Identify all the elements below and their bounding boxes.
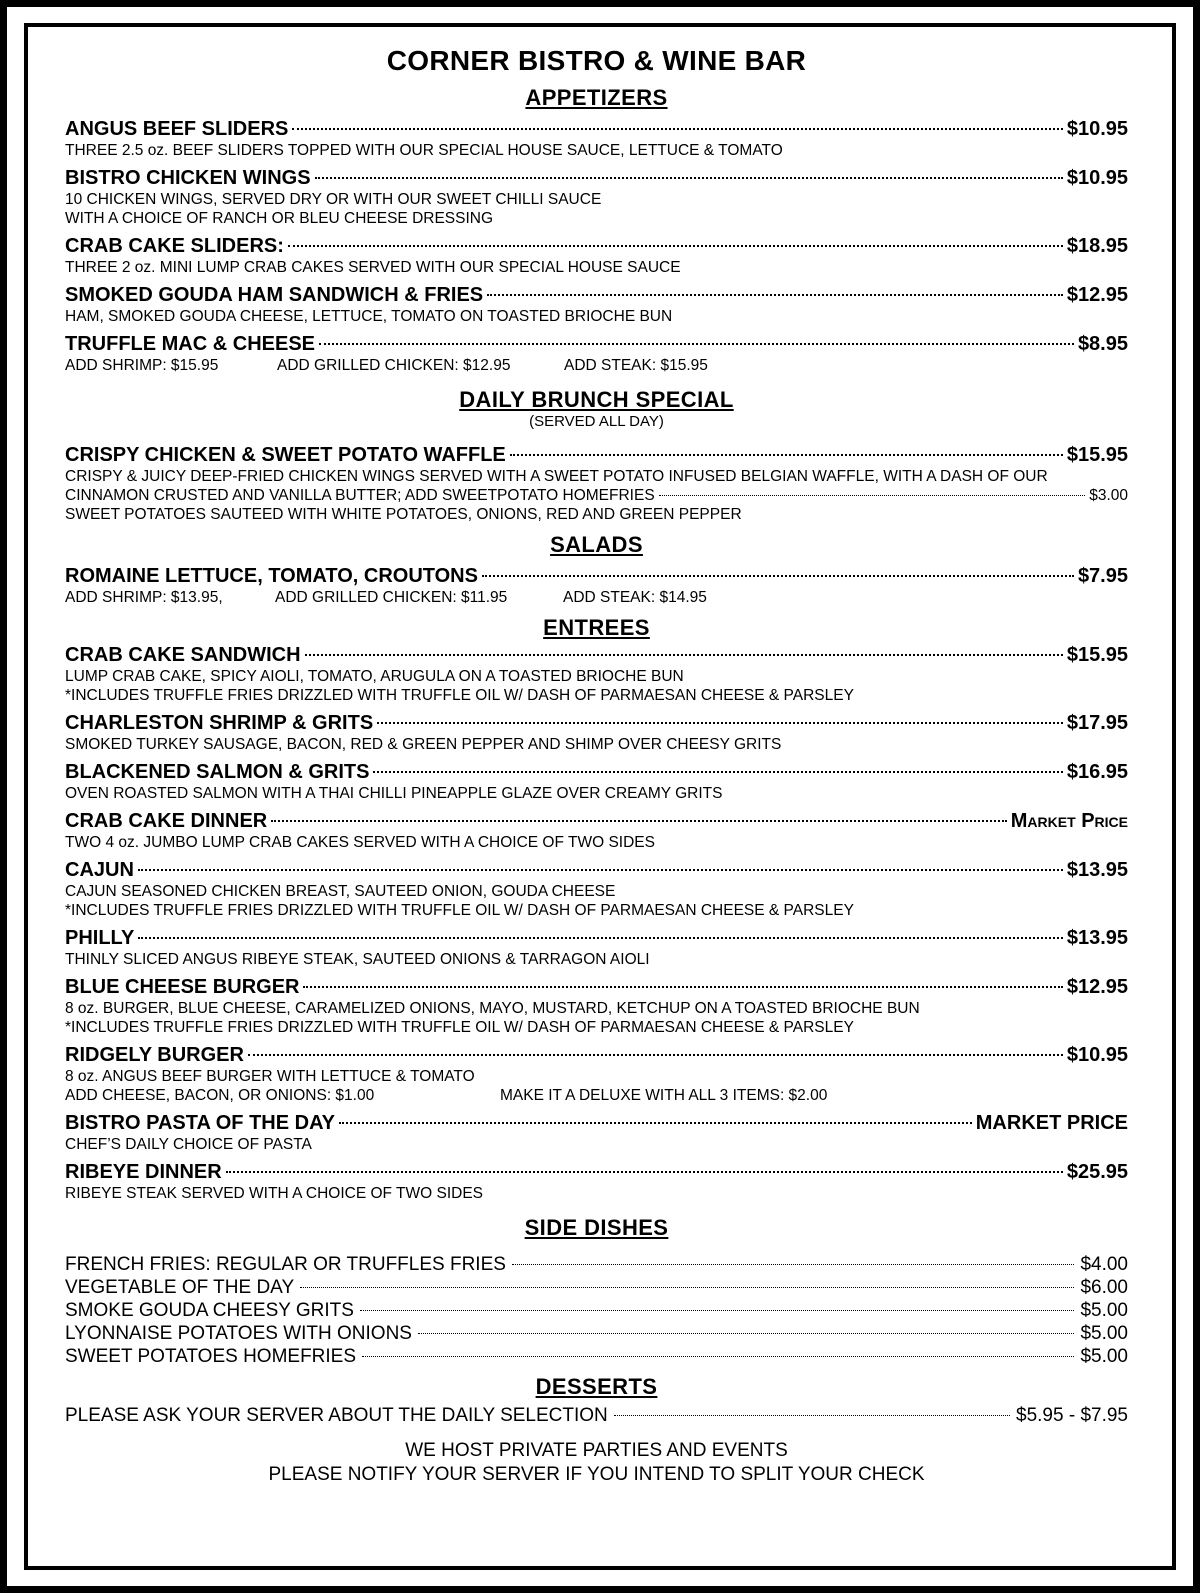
item-name: ANGUS BEEF SLIDERS xyxy=(65,118,289,140)
item-price: $3.00 xyxy=(1089,487,1128,504)
leader-dots xyxy=(226,1171,1063,1173)
leader-dots xyxy=(487,294,1063,296)
menu-item xyxy=(65,809,1128,852)
salads-heading: SALADS xyxy=(550,532,643,557)
addon: ADD STEAK: $14.95 xyxy=(563,589,707,606)
item-name: RIDGELY BURGER xyxy=(65,1044,244,1066)
item-price: $15.95 xyxy=(1066,644,1128,666)
footer-line: PLEASE NOTIFY YOUR SERVER IF YOU INTEND TO SPLIT YOUR CHECK xyxy=(268,1464,925,1485)
menu-content xyxy=(65,43,1128,1487)
item-description: 10 CHICKEN WINGS, SERVED DRY OR WITH OUR SWEET CHILLI SAUCE xyxy=(65,191,602,208)
item-name: SMOKED GOUDA HAM SANDWICH & FRIES xyxy=(65,284,484,306)
leader-dots xyxy=(614,1415,1010,1416)
item-description: 8 oz. ANGUS BEEF BURGER WITH LETTUCE & TOMATO xyxy=(65,1068,475,1085)
leader-dots xyxy=(292,128,1062,130)
addon: ADD GRILLED CHICKEN: $11.95 xyxy=(275,589,508,606)
leader-dots xyxy=(248,1054,1063,1056)
item-name: CHARLESTON SHRIMP & GRITS xyxy=(65,712,374,734)
item-price: $10.95 xyxy=(1066,167,1128,189)
leader-dots xyxy=(303,986,1062,988)
item-description: *INCLUDES TRUFFLE FRIES DRIZZLED WITH TRUFFLE OIL W/ DASH OF PARMAESAN CHEESE & PARSLEY xyxy=(65,902,854,919)
addon: ADD SHRIMP: $15.95 xyxy=(65,357,219,374)
leader-dots xyxy=(418,1333,1074,1334)
side-item xyxy=(65,1322,1128,1345)
item-description: SWEET POTATOES SAUTEED WITH WHITE POTATOES, ONIONS, RED AND GREEN PEPPER xyxy=(65,506,742,523)
leader-dots xyxy=(271,820,1007,822)
menu-item xyxy=(65,332,1128,375)
side-item xyxy=(65,1253,1128,1276)
leader-dots xyxy=(315,177,1063,179)
item-price: $10.95 xyxy=(1066,1044,1128,1066)
item-price: $4.00 xyxy=(1080,1254,1128,1275)
item-description: THREE 2.5 oz. BEEF SLIDERS TOPPED WITH OUR SPECIAL HOUSE SAUCE, LETTUCE & TOMATO xyxy=(65,142,783,159)
menu-item xyxy=(65,234,1128,277)
item-description: *INCLUDES TRUFFLE FRIES DRIZZLED WITH TRUFFLE OIL W/ DASH OF PARMAESAN CHEESE & PARSLEY xyxy=(65,687,854,704)
menu-item xyxy=(65,1043,1128,1105)
item-price: $15.95 xyxy=(1066,444,1128,466)
menu-item xyxy=(65,283,1128,326)
item-name: LYONNAISE POTATOES WITH ONIONS xyxy=(65,1323,412,1344)
menu-item xyxy=(65,760,1128,803)
item-price: $10.95 xyxy=(1066,118,1128,140)
item-price: $12.95 xyxy=(1066,284,1128,306)
item-addons xyxy=(65,588,1128,607)
item-addons xyxy=(65,1086,1128,1105)
leader-dots xyxy=(512,1264,1075,1265)
item-name: BISTRO PASTA OF THE DAY xyxy=(65,1112,336,1134)
leader-dots xyxy=(377,722,1063,724)
item-price: $13.95 xyxy=(1066,859,1128,881)
menu-item xyxy=(65,643,1128,705)
item-price: $6.00 xyxy=(1080,1277,1128,1298)
leader-dots xyxy=(362,1356,1074,1357)
item-price: $5.00 xyxy=(1080,1346,1128,1367)
item-name: BLACKENED SALMON & GRITS xyxy=(65,761,370,783)
item-price: $7.95 xyxy=(1077,565,1128,587)
addon: ADD CHEESE, BACON, OR ONIONS: $1.00 xyxy=(65,1087,375,1104)
item-description: THINLY SLICED ANGUS RIBEYE STEAK, SAUTEED ONIONS & TARRAGON AIOLI xyxy=(65,951,650,968)
menu-item xyxy=(65,166,1128,228)
side-item xyxy=(65,1345,1128,1368)
leader-dots xyxy=(305,654,1063,656)
item-description: CINNAMON CRUSTED AND VANILLA BUTTER; ADD SWEETPOTATO HOMEFRIES $3.00 xyxy=(65,487,1128,504)
addon: ADD GRILLED CHICKEN: $12.95 xyxy=(277,357,511,374)
item-name: PHILLY xyxy=(65,927,135,949)
item-description: LUMP CRAB CAKE, SPICY AIOLI, TOMATO, ARUGULA ON A TOASTED BRIOCHE BUN xyxy=(65,668,684,685)
appetizers-heading: APPETIZERS xyxy=(525,85,668,110)
item-name: CAJUN xyxy=(65,859,134,881)
leader-dots xyxy=(482,575,1074,577)
restaurant-title: CORNER BISTRO & WINE BAR xyxy=(386,45,807,76)
item-name: RIBEYE DINNER xyxy=(65,1161,222,1183)
item-price: $13.95 xyxy=(1066,927,1128,949)
item-addons xyxy=(65,356,1128,375)
addon: ADD STEAK: $15.95 xyxy=(564,357,708,374)
item-description: TWO 4 oz. JUMBO LUMP CRAB CAKES SERVED WITH A CHOICE OF TWO SIDES xyxy=(65,834,655,851)
leader-dots xyxy=(319,343,1074,345)
side-item xyxy=(65,1276,1128,1299)
item-description: SMOKED TURKEY SAUSAGE, BACON, RED & GREEN PEPPER AND SHIMP OVER CHEESY GRITS xyxy=(65,736,782,753)
item-description: CAJUN SEASONED CHICKEN BREAST, SAUTEED ONION, GOUDA CHEESE xyxy=(65,883,616,900)
item-name: TRUFFLE MAC & CHEESE xyxy=(65,333,315,355)
item-price: $25.95 xyxy=(1066,1161,1128,1183)
item-description: CHEF’S DAILY CHOICE OF PASTA xyxy=(65,1136,312,1153)
leader-dots xyxy=(339,1122,972,1124)
item-description: HAM, SMOKED GOUDA CHEESE, LETTUCE, TOMATO ON TOASTED BRIOCHE BUN xyxy=(65,308,673,325)
menu-item xyxy=(65,858,1128,920)
side-item xyxy=(65,1299,1128,1322)
menu-item xyxy=(65,1111,1128,1154)
item-name: FRENCH FRIES: REGULAR OR TRUFFLES FRIES xyxy=(65,1254,506,1275)
item-description: WITH A CHOICE OF RANCH OR BLEU CHEESE DRESSING xyxy=(65,210,494,227)
item-price: $16.95 xyxy=(1066,761,1128,783)
menu-item xyxy=(65,443,1128,524)
leader-dots xyxy=(360,1310,1075,1311)
item-description: THREE 2 oz. MINI LUMP CRAB CAKES SERVED WITH OUR SPECIAL HOUSE SAUCE xyxy=(65,259,681,276)
item-description: OVEN ROASTED SALMON WITH A THAI CHILLI PINEAPPLE GLAZE OVER CREAMY GRITS xyxy=(65,785,723,802)
menu-item xyxy=(65,1160,1128,1203)
leader-dots xyxy=(510,454,1063,456)
leader-dots xyxy=(138,869,1063,871)
item-price: $17.95 xyxy=(1066,712,1128,734)
sides-heading: SIDE DISHES xyxy=(524,1215,669,1240)
item-price: $5.00 xyxy=(1080,1323,1128,1344)
footer-line: WE HOST PRIVATE PARTIES AND EVENTS xyxy=(405,1440,788,1461)
item-description: 8 oz. BURGER, BLUE CHEESE, CARAMELIZED ONIONS, MAYO, MUSTARD, KETCHUP ON A TOASTED BRIOCHE BUN xyxy=(65,1000,920,1017)
item-name: BISTRO CHICKEN WINGS xyxy=(65,167,311,189)
item-price: $8.95 xyxy=(1077,333,1128,355)
item-description: *INCLUDES TRUFFLE FRIES DRIZZLED WITH TRUFFLE OIL W/ DASH OF PARMAESAN CHEESE & PARSLEY xyxy=(65,1019,854,1036)
item-description: RIBEYE STEAK SERVED WITH A CHOICE OF TWO SIDES xyxy=(65,1185,484,1202)
item-name: SMOKE GOUDA CHEESY GRITS xyxy=(65,1300,354,1321)
entrees-heading: ENTREES xyxy=(543,615,650,640)
leader-dots xyxy=(659,495,1086,496)
item-price: $12.95 xyxy=(1066,976,1128,998)
leader-dots xyxy=(373,771,1062,773)
footer-notes xyxy=(65,1439,1128,1487)
leader-dots xyxy=(288,245,1063,247)
leader-dots xyxy=(300,1287,1074,1288)
item-name: BLUE CHEESE BURGER xyxy=(65,976,300,998)
dessert-item xyxy=(65,1404,1128,1427)
menu-item xyxy=(65,117,1128,160)
brunch-note: (SERVED ALL DAY) xyxy=(529,413,664,430)
addon: MAKE IT A DELUXE WITH ALL 3 ITEMS: $2.00 xyxy=(500,1087,828,1104)
menu-item xyxy=(65,975,1128,1037)
item-price: Market Price xyxy=(1010,810,1128,832)
menu-item xyxy=(65,711,1128,754)
item-price: $5.95 - $7.95 xyxy=(1016,1405,1128,1426)
menu-item xyxy=(65,926,1128,969)
menu-item xyxy=(65,564,1128,607)
item-name: CRAB CAKE SANDWICH xyxy=(65,644,301,666)
item-name: VEGETABLE OF THE DAY xyxy=(65,1277,295,1298)
item-name: SWEET POTATOES HOMEFRIES xyxy=(65,1346,357,1367)
leader-dots xyxy=(138,937,1063,939)
item-name: CRAB CAKE DINNER xyxy=(65,810,268,832)
item-name: CRISPY CHICKEN & SWEET POTATO WAFFLE xyxy=(65,444,506,466)
item-name: ROMAINE LETTUCE, TOMATO, CROUTONS xyxy=(65,565,478,587)
item-name: CRAB CAKE SLIDERS: xyxy=(65,235,284,257)
desserts-heading: DESSERTS xyxy=(535,1374,658,1399)
item-description: CRISPY & JUICY DEEP-FRIED CHICKEN WINGS SERVED WITH A SWEET POTATO INFUSED BELGIAN WAFFLE, WITH A DASH OF OUR xyxy=(65,468,1048,485)
addon: ADD SHRIMP: $13.95, xyxy=(65,589,223,606)
item-name: PLEASE ASK YOUR SERVER ABOUT THE DAILY SELECTION xyxy=(65,1405,608,1426)
item-price: $18.95 xyxy=(1066,235,1128,257)
brunch-heading: DAILY BRUNCH SPECIAL xyxy=(459,387,734,412)
item-price: $5.00 xyxy=(1080,1300,1128,1321)
item-price: MARKET PRICE xyxy=(975,1112,1128,1134)
